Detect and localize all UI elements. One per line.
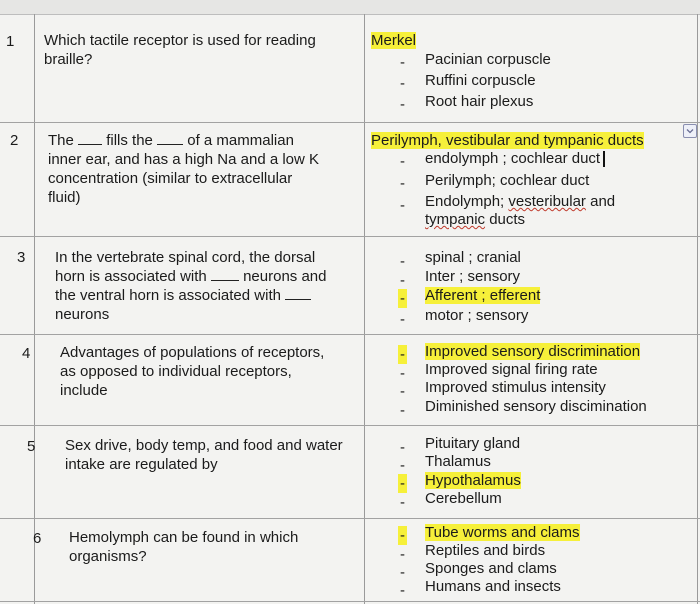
answer-option: Cerebellum	[425, 490, 502, 507]
dash-bullet: -	[400, 197, 405, 214]
question-text	[60, 343, 324, 400]
dash-bullet: -	[400, 546, 405, 563]
question-line: include	[60, 382, 108, 399]
question-fragment: horn is associated with	[55, 268, 207, 285]
row-number: 2	[10, 132, 19, 149]
question-fragment: the ventral horn is associated with	[55, 287, 281, 304]
question-line: Sex drive, body temp, and food and water	[65, 437, 343, 454]
dash-bullet: -	[400, 475, 405, 492]
dash-bullet: -	[400, 96, 405, 113]
question-text	[48, 131, 319, 207]
answer-blank	[78, 134, 102, 145]
row-divider	[0, 518, 700, 519]
answer-option-text: Endolymph;	[425, 193, 509, 210]
question-text	[55, 248, 327, 324]
answer-option-text: endolymph ; cochlear duct	[425, 150, 601, 167]
answer-blank	[211, 270, 239, 281]
question-fragment: neurons and	[243, 268, 327, 285]
row-divider	[0, 601, 700, 602]
question-text	[69, 528, 298, 566]
question-text	[65, 436, 343, 474]
answer-option: Root hair plexus	[425, 93, 534, 110]
misspelled-word: vesteribular	[508, 193, 586, 210]
answer-option: Sponges and clams	[425, 560, 557, 577]
column-divider	[364, 14, 365, 604]
row-number: 6	[33, 530, 42, 547]
row-divider	[0, 425, 700, 426]
question-line: as opposed to individual receptors,	[60, 363, 292, 380]
dash-bullet: -	[400, 439, 405, 456]
answer-option	[425, 286, 540, 305]
row-divider	[0, 334, 700, 335]
question-line	[55, 267, 327, 286]
dash-bullet: -	[400, 527, 405, 544]
question-text	[44, 31, 316, 69]
dash-bullet: -	[400, 272, 405, 289]
dash-bullet: -	[400, 153, 405, 170]
answer-title	[371, 31, 416, 50]
answer-option	[425, 342, 640, 361]
answer-option-text: and	[585, 193, 616, 210]
text-cursor	[603, 151, 605, 167]
question-line: neurons	[55, 306, 110, 323]
dash-bullet: -	[400, 346, 405, 363]
highlighted-answer: Merkel	[371, 32, 417, 49]
highlighted-answer: Improved sensory discrimination	[425, 343, 641, 360]
highlighted-answer: Tube worms and clams	[425, 524, 580, 541]
dash-bullet: -	[400, 457, 405, 474]
top-bar	[0, 0, 700, 15]
dropdown-button[interactable]	[683, 124, 697, 138]
column-divider	[34, 14, 35, 604]
dash-bullet: -	[400, 564, 405, 581]
question-line: concentration (similar to extracellular	[48, 170, 293, 187]
dash-bullet: -	[400, 494, 405, 511]
column-divider	[697, 14, 698, 604]
dash-bullet: -	[400, 582, 405, 599]
answer-option: Inter ; sensory	[425, 268, 521, 285]
row-number: 5	[27, 438, 36, 455]
answer-option: Humans and insects	[425, 578, 561, 595]
highlighted-answer: Perilymph, vestibular and tympanic ducts	[371, 132, 644, 149]
answer-option: Thalamus	[425, 453, 491, 470]
question-fragment: The	[48, 132, 74, 149]
answer-option	[425, 149, 605, 168]
answer-option: Pacinian corpuscle	[425, 51, 551, 68]
question-line: Advantages of populations of receptors,	[60, 344, 325, 361]
answer-option	[425, 471, 521, 490]
dash-bullet: -	[400, 75, 405, 92]
answer-title	[371, 131, 644, 150]
highlighted-answer: Hypothalamus	[425, 472, 521, 489]
answer-option: Ruffini corpuscle	[425, 72, 536, 89]
dash-bullet: -	[400, 290, 405, 307]
dash-bullet: -	[400, 175, 405, 192]
answer-option: Reptiles and birds	[425, 542, 546, 559]
answer-option: spinal ; cranial	[425, 249, 521, 266]
answer-option	[425, 523, 580, 542]
answer-option: motor ; sensory	[425, 307, 529, 324]
dash-bullet: -	[400, 402, 405, 419]
question-line	[55, 286, 327, 305]
question-line	[48, 131, 319, 150]
row-divider	[0, 122, 700, 123]
question-line: fluid)	[48, 189, 81, 206]
answer-option	[425, 210, 525, 229]
chevron-down-icon	[684, 125, 696, 137]
question-line: organisms?	[69, 548, 147, 565]
row-number: 3	[17, 249, 26, 266]
row-number: 1	[6, 33, 15, 50]
question-line: inner ear, and has a high Na and a low K	[48, 151, 320, 168]
row-divider	[0, 236, 700, 237]
misspelled-word: tympanic	[425, 211, 486, 228]
question-fragment: fills the	[106, 132, 153, 149]
question-line: Hemolymph can be found in which	[69, 529, 299, 546]
answer-option	[425, 192, 615, 211]
dash-bullet: -	[400, 253, 405, 270]
answer-blank	[157, 134, 183, 145]
row-number: 4	[22, 345, 31, 362]
answer-option: Pituitary gland	[425, 435, 521, 452]
answer-blank	[285, 289, 311, 300]
question-line: In the vertebrate spinal cord, the dorsal	[55, 249, 316, 266]
answer-option: Improved stimulus intensity	[425, 379, 606, 396]
answer-option-text: ducts	[485, 211, 526, 228]
dash-bullet: -	[400, 365, 405, 382]
answer-option: Perilymph; cochlear duct	[425, 172, 590, 189]
dash-bullet: -	[400, 383, 405, 400]
question-line: intake are regulated by	[65, 456, 218, 473]
dash-bullet: -	[400, 311, 405, 328]
dash-bullet: -	[400, 54, 405, 71]
highlighted-answer: Afferent ; efferent	[425, 287, 541, 304]
answer-option: Improved signal firing rate	[425, 361, 598, 378]
question-fragment: of a mammalian	[187, 132, 294, 149]
question-line: braille?	[44, 51, 93, 68]
question-line: Which tactile receptor is used for reading	[44, 32, 316, 49]
answer-option: Diminished sensory discimination	[425, 398, 647, 415]
